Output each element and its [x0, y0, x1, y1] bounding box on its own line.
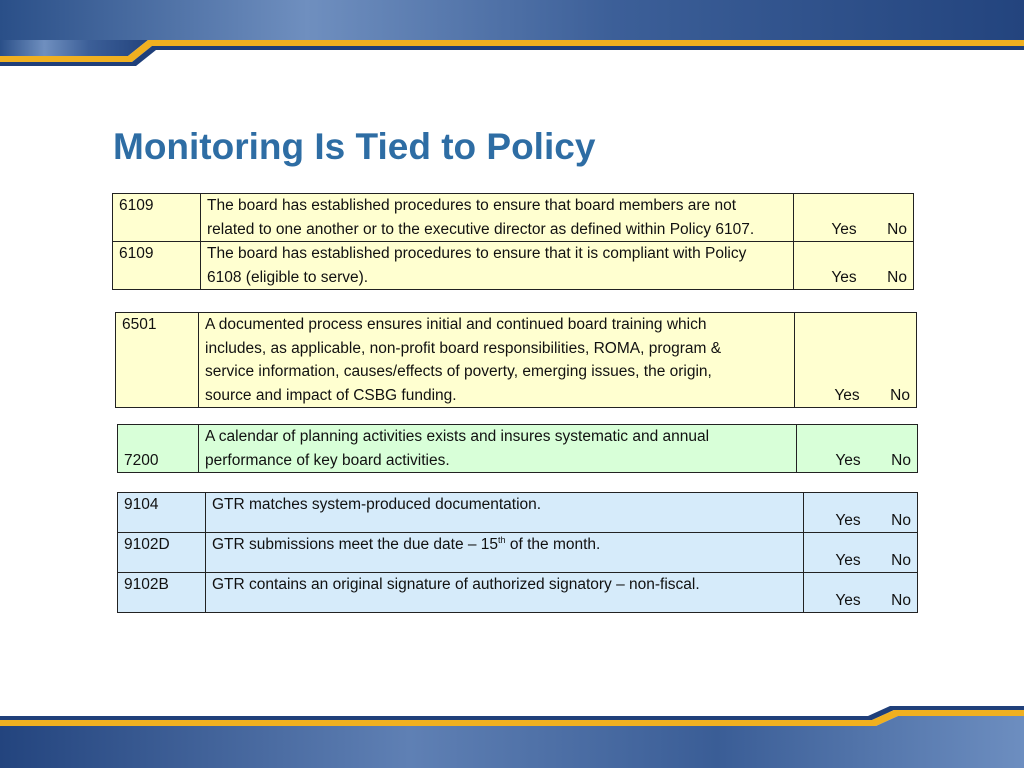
no-option[interactable]: No [887, 268, 907, 286]
description-text: GTR submissions meet the due date – 15 [212, 536, 499, 553]
answer-cell [795, 313, 917, 408]
answer-cell [804, 493, 918, 533]
description-line: source and impact of CSBG funding. [205, 386, 457, 404]
footer-banner [0, 700, 1024, 768]
policy-table-6501 [115, 312, 917, 408]
header-banner [0, 0, 1024, 72]
page-title: Monitoring Is Tied to Policy [113, 126, 596, 167]
policy-description [201, 194, 794, 242]
no-option[interactable]: No [891, 591, 911, 609]
no-option[interactable]: No [890, 386, 910, 404]
yes-option[interactable]: Yes [831, 220, 857, 238]
answer-cell [804, 573, 918, 613]
policy-description [199, 425, 797, 473]
policy-description: GTR matches system-produced documentation. [206, 493, 804, 533]
policy-description: GTR contains an original signature of authorized signatory – non-fiscal. [206, 573, 804, 613]
description-line: related to one another or to the executive director as defined within Policy 6107. [207, 220, 755, 238]
description-text: of the month. [505, 536, 601, 553]
description-line: performance of key board activities. [205, 451, 450, 469]
policy-description [201, 242, 794, 290]
description-line: The board has established procedures to ensure that it is compliant with Policy [207, 245, 747, 262]
description-line: The board has established procedures to ensure that board members are not [207, 197, 737, 214]
no-option[interactable]: No [891, 451, 911, 469]
table-row [118, 493, 918, 533]
answer-cell [794, 194, 914, 242]
policy-code: 9102B [118, 573, 206, 613]
policy-code: 9104 [118, 493, 206, 533]
answer-cell [804, 533, 918, 573]
description-line: includes, as applicable, non-profit board responsibilities, ROMA, program & [205, 339, 722, 357]
policy-code: 6109 [113, 194, 201, 242]
policy-table-6109 [112, 193, 914, 290]
table-row [118, 425, 918, 473]
table-row [113, 242, 914, 290]
policy-description [199, 313, 795, 408]
ordinal-suffix: th [498, 534, 506, 545]
description-line: service information, causes/effects of poverty, emerging issues, the origin, [205, 363, 712, 380]
policy-code: 9102D [118, 533, 206, 573]
policy-description [206, 533, 804, 573]
description-line: A calendar of planning activities exists and insures systematic and annual [205, 428, 710, 445]
description-line: A documented process ensures initial and continued board training which [205, 316, 707, 333]
table-row [113, 194, 914, 242]
yes-option[interactable]: Yes [835, 551, 861, 569]
policy-code: 7200 [118, 425, 199, 473]
policy-code: 6501 [116, 313, 199, 408]
answer-cell [797, 425, 918, 473]
no-option[interactable]: No [887, 220, 907, 238]
yes-option[interactable]: Yes [835, 511, 861, 529]
table-row [118, 573, 918, 613]
policy-table-7200 [117, 424, 918, 473]
description-line: 6108 (eligible to serve). [207, 268, 369, 286]
yes-option[interactable]: Yes [835, 451, 861, 469]
policy-table-gtr [117, 492, 918, 613]
yes-option[interactable]: Yes [834, 386, 860, 404]
yes-option[interactable]: Yes [835, 591, 861, 609]
answer-cell [794, 242, 914, 290]
no-option[interactable]: No [891, 511, 911, 529]
yes-option[interactable]: Yes [831, 268, 857, 286]
no-option[interactable]: No [891, 551, 911, 569]
policy-code: 6109 [113, 242, 201, 290]
table-row [118, 533, 918, 573]
table-row [116, 313, 917, 408]
